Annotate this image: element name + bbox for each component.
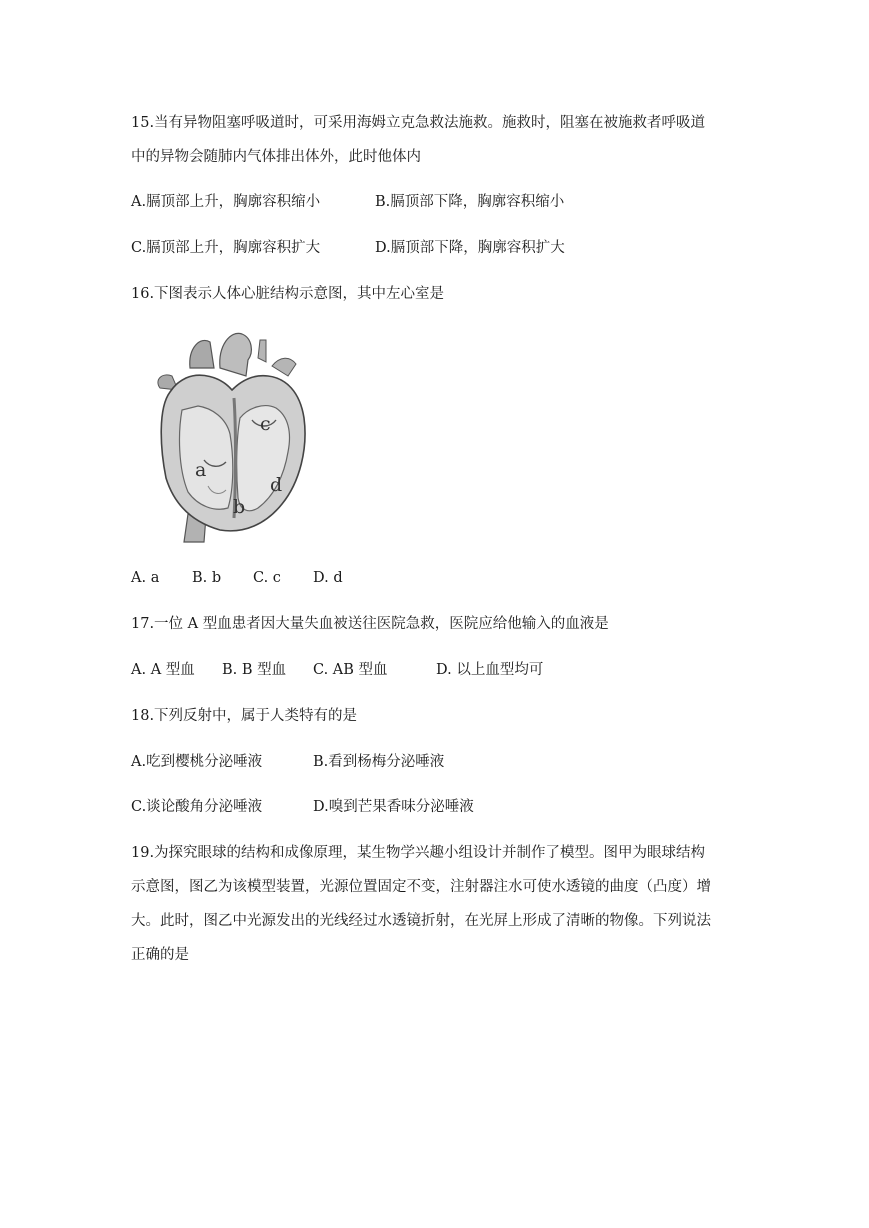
q16-stem: 16.下图表示人体心脏结构示意图，其中左心室是	[131, 286, 445, 302]
q19-line2: 示意图，图乙为该模型装置，光源位置固定不变，注射器注水可使水透镜的曲度（凸度）增	[131, 879, 711, 895]
q18-option-d[interactable]: D.嗅到芒果香味分泌唾液	[313, 799, 474, 815]
q19-line3: 大。此时，图乙中光源发出的光线经过水透镜折射，在光屏上形成了清晰的物像。下列说法	[131, 913, 711, 929]
heart-diagram	[148, 328, 313, 550]
q15-stem-line2: 中的异物会随肺内气体排出体外，此时他体内	[131, 149, 421, 165]
heart-label-b: b	[233, 496, 246, 518]
q16-option-d[interactable]: D. d	[313, 570, 343, 586]
q15-option-d[interactable]: D.膈顶部下降，胸廓容积扩大	[375, 240, 565, 256]
heart-label-c: c	[260, 413, 271, 435]
q15-option-b[interactable]: B.膈顶部下降，胸廓容积缩小	[375, 194, 565, 210]
q17-option-b[interactable]: B. B 型血	[222, 662, 287, 678]
q17-stem: 17.一位 A 型血患者因大量失血被送往医院急救，医院应给他输入的血液是	[131, 616, 609, 632]
q17-option-d[interactable]: D. 以上血型均可	[436, 662, 544, 678]
heart-label-a: a	[195, 459, 207, 481]
q15-option-a[interactable]: A.膈顶部上升，胸廓容积缩小	[131, 194, 321, 210]
q19-line1: 19.为探究眼球的结构和成像原理，某生物学兴趣小组设计并制作了模型。图甲为眼球结构	[131, 845, 706, 861]
q18-option-b[interactable]: B.看到杨梅分泌唾液	[313, 754, 445, 770]
q18-stem: 18.下列反射中，属于人类特有的是	[131, 708, 358, 724]
q16-option-b[interactable]: B. b	[192, 570, 222, 586]
heart-label-d: d	[270, 474, 283, 496]
q16-option-c[interactable]: C. c	[253, 570, 281, 586]
q17-option-c[interactable]: C. AB 型血	[313, 662, 388, 678]
q15-option-c[interactable]: C.膈顶部上升，胸廓容积扩大	[131, 240, 321, 256]
q15-stem-line1: 15.当有异物阻塞呼吸道时，可采用海姆立克急救法施救。施救时，阻塞在被施救者呼吸道	[131, 115, 706, 131]
q19-line4: 正确的是	[131, 947, 189, 963]
q18-option-c[interactable]: C.谈论酸角分泌唾液	[131, 799, 263, 815]
q16-option-a[interactable]: A. a	[131, 570, 160, 586]
q17-option-a[interactable]: A. A 型血	[131, 662, 195, 678]
q18-option-a[interactable]: A.吃到樱桃分泌唾液	[131, 754, 263, 770]
